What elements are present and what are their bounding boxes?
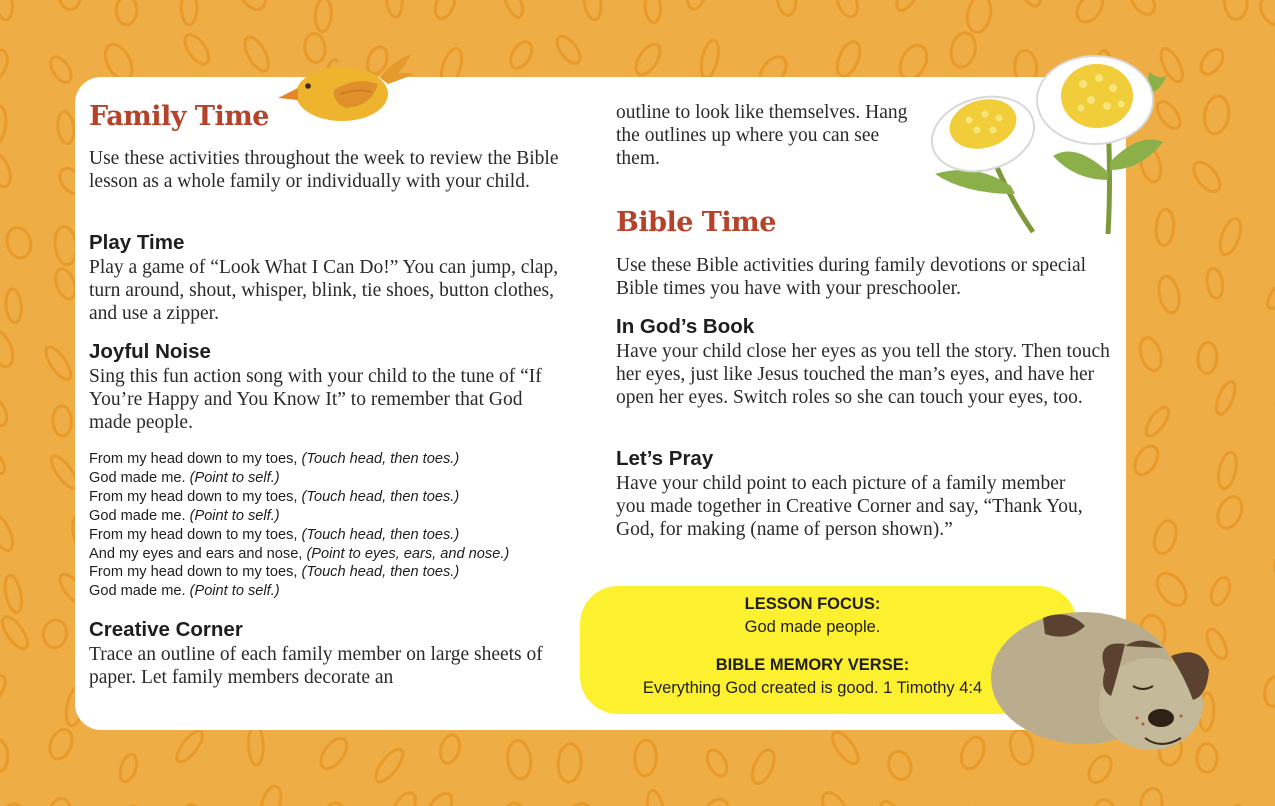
- pattern-oval: [180, 31, 213, 68]
- pattern-oval: [1271, 382, 1275, 421]
- pattern-oval: [1269, 551, 1275, 596]
- pattern-oval: [371, 745, 407, 786]
- pattern-oval: [1151, 518, 1180, 556]
- pattern-oval: [0, 0, 13, 21]
- pattern-oval: [47, 53, 76, 85]
- pattern-oval: [1263, 279, 1275, 312]
- pattern-oval: [875, 798, 911, 806]
- in-gods-book-title: In God’s Book: [616, 315, 755, 338]
- pattern-oval: [0, 442, 9, 478]
- pattern-oval: [1142, 404, 1173, 440]
- song-line: God made me. (Point to self.): [89, 469, 280, 486]
- lesson-focus-label: LESSON FOCUS:: [744, 595, 881, 613]
- pattern-oval: [634, 740, 657, 777]
- pattern-oval: [964, 0, 993, 34]
- pattern-oval: [699, 795, 734, 806]
- bible-time-heading: Bible Time: [616, 207, 776, 238]
- pattern-oval: [703, 747, 731, 780]
- pattern-oval: [1213, 493, 1246, 532]
- pattern-oval: [833, 0, 861, 20]
- lets-pray-text: Have your child point to each picture of a family member you made together in Creative Corner and say, “Thank You, God, for making (name of person shown).”: [616, 473, 1083, 541]
- pattern-oval: [52, 406, 71, 437]
- pattern-oval: [1189, 158, 1225, 197]
- pattern-oval: [0, 511, 17, 553]
- pattern-oval: [776, 0, 797, 16]
- pattern-oval: [42, 343, 76, 383]
- pattern-oval: [324, 801, 348, 806]
- pattern-oval: [957, 734, 988, 772]
- flower-left: [925, 86, 1043, 182]
- pattern-oval: [431, 0, 458, 21]
- pattern-oval: [0, 613, 32, 653]
- pattern-oval: [557, 743, 583, 783]
- pattern-oval: [1197, 342, 1218, 374]
- pattern-oval: [645, 789, 667, 806]
- pattern-oval: [506, 739, 533, 780]
- pattern-oval: [562, 799, 597, 806]
- joyful-noise-text: Sing this fun action song with your child to the tune of “If You’re Happy and You Know It” to remember that God made people.: [89, 366, 542, 434]
- pattern-oval: [2, 574, 24, 614]
- pattern-oval: [0, 105, 8, 146]
- flower-right: [1037, 56, 1153, 144]
- pattern-oval: [47, 797, 73, 806]
- song-line: God made me. (Point to self.): [89, 583, 280, 600]
- pattern-oval: [258, 784, 285, 806]
- lesson-focus-text: God made people.: [744, 618, 881, 636]
- pattern-oval: [46, 726, 77, 762]
- pattern-oval: [0, 739, 8, 771]
- pattern-oval: [56, 111, 75, 145]
- play-time-title: Play Time: [89, 231, 185, 254]
- pattern-oval: [4, 225, 35, 261]
- pattern-oval: [892, 0, 925, 14]
- pattern-oval: [172, 727, 206, 765]
- song-line: From my head down to my toes, (Touch head, then toes.): [89, 488, 460, 505]
- pattern-oval: [5, 288, 23, 323]
- pattern-oval: [0, 327, 18, 370]
- pattern-oval: [1216, 216, 1245, 257]
- bible-memory-verse-text: Everything God created is good. 1 Timothy 4:4: [642, 679, 983, 697]
- pattern-oval: [631, 40, 665, 79]
- pattern-oval: [495, 800, 528, 806]
- pattern-oval: [316, 734, 352, 773]
- pattern-oval: [181, 0, 197, 25]
- song-line: From my head down to my toes, (Touch head, then toes.): [89, 451, 460, 467]
- song-line: And my eyes and ears and nose, (Point to eyes, ears, and nose.): [89, 545, 510, 562]
- pattern-oval: [314, 0, 332, 32]
- pattern-oval: [1202, 94, 1231, 135]
- pattern-oval: [1262, 675, 1275, 708]
- pattern-oval: [231, 0, 271, 14]
- bird-illustration: [276, 50, 416, 125]
- pattern-oval: [248, 725, 264, 765]
- pattern-oval: [111, 802, 147, 806]
- pattern-oval: [56, 0, 83, 11]
- pattern-oval: [42, 619, 68, 649]
- pattern-oval: [1213, 379, 1239, 417]
- pattern-oval: [499, 0, 527, 20]
- pattern-oval: [385, 0, 404, 18]
- pattern-oval: [684, 0, 709, 11]
- pattern-oval: [1215, 450, 1239, 490]
- pattern-oval: [885, 749, 914, 782]
- pattern-oval: [1136, 335, 1165, 373]
- pattern-oval: [1138, 787, 1164, 806]
- pattern-oval: [0, 151, 15, 191]
- pattern-oval: [818, 788, 851, 806]
- pattern-oval: [0, 802, 29, 806]
- play-time-text: Play a game of “Look What I Can Do!” You can jump, clap, turn around, shout, whisper, blink, tie shoes, button clothes, and use a zipper.: [89, 257, 559, 325]
- bible-time-intro: Use these Bible activities during family devotions or special Bible times you have with your preschooler.: [616, 255, 1087, 300]
- pattern-oval: [644, 0, 661, 23]
- pattern-oval: [388, 789, 421, 806]
- pattern-oval: [1224, 0, 1248, 20]
- bible-memory-verse-label: BIBLE MEMORY VERSE:: [715, 656, 910, 674]
- pattern-oval: [240, 33, 273, 74]
- in-gods-book-text: Have your child close her eyes as you tell the story. Then touch her eyes, just like Jesus touched the man’s eyes, and have her open her eyes. Switch roles so she can touch your eyes, too.: [616, 341, 1110, 409]
- creative-corner-text-part2: outline to look like themselves. Hang the outlines up where you can see them.: [616, 102, 908, 170]
- family-time-intro: Use these activities throughout the week to review the Bible lesson as a whole family or individually with your child.: [89, 148, 559, 193]
- pattern-oval: [1016, 0, 1044, 9]
- pattern-oval: [0, 672, 9, 708]
- pattern-oval: [1125, 0, 1160, 19]
- pattern-oval: [116, 0, 137, 25]
- song-line: From my head down to my toes, (Touch head, then toes.): [89, 526, 460, 543]
- pattern-oval: [0, 46, 13, 88]
- pattern-oval: [1156, 274, 1182, 314]
- pattern-oval: [698, 38, 722, 79]
- pattern-oval: [182, 801, 211, 806]
- pattern-oval: [1197, 45, 1228, 78]
- pattern-oval: [0, 396, 10, 428]
- action-song: [89, 450, 589, 601]
- flowers-illustration: [925, 52, 1170, 237]
- family-time-heading: Family Time: [89, 101, 269, 132]
- pattern-oval: [1072, 0, 1108, 27]
- pattern-oval: [582, 0, 603, 21]
- pattern-oval: [506, 38, 536, 72]
- joyful-noise-title: Joyful Noise: [89, 340, 211, 363]
- pattern-oval: [833, 38, 865, 79]
- lets-pray-title: Let’s Pray: [616, 447, 714, 470]
- pattern-oval: [1130, 442, 1162, 479]
- pattern-oval: [553, 32, 585, 67]
- pattern-oval: [421, 789, 457, 806]
- pattern-oval: [1205, 267, 1224, 299]
- creative-corner-title: Creative Corner: [89, 618, 243, 641]
- pattern-oval: [117, 752, 140, 784]
- sleeping-dog-illustration: [985, 600, 1217, 760]
- song-line: From my head down to my toes, (Touch head, then toes.): [89, 564, 460, 581]
- pattern-oval: [437, 733, 462, 766]
- pattern-oval: [748, 747, 779, 787]
- creative-corner-text-part1: Trace an outline of each family member on large sheets of paper. Let family members decorate an: [89, 644, 543, 689]
- song-line: God made me. (Point to self.): [89, 507, 280, 524]
- pattern-oval: [1091, 797, 1119, 806]
- pattern-oval: [1255, 0, 1275, 30]
- pattern-oval: [828, 728, 863, 768]
